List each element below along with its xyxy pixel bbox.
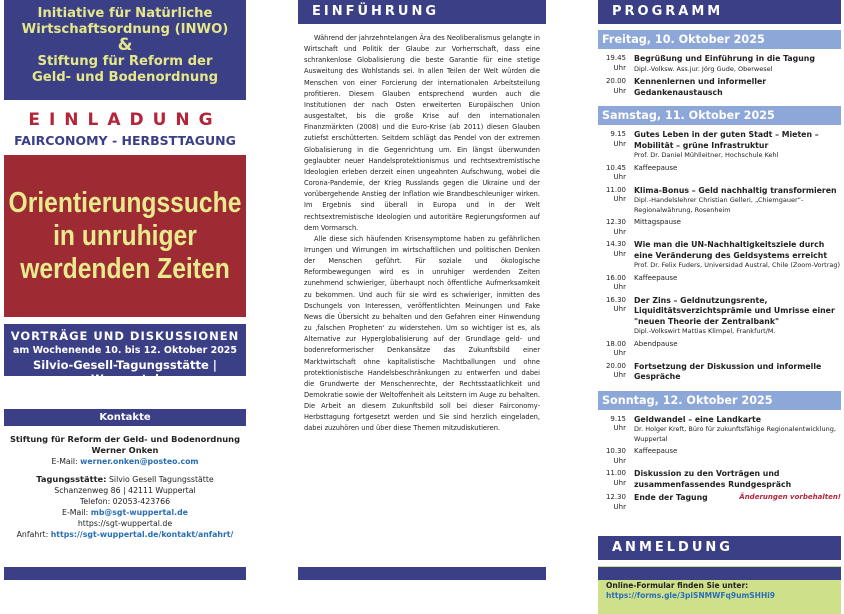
contact-email-label: E-Mail: bbox=[51, 457, 81, 466]
registration-link[interactable]: https://forms.gle/3piSNMWFq9umSHHi9 bbox=[606, 591, 776, 600]
event-title-box bbox=[4, 155, 246, 317]
schedule-item: 14.30 Uhr Wie man die UN-Nachhaltigkeitsziele durch eine Veränderung des Geldsystems erreicht Prof. Dr. Felix Fuders, Universidad Austral, Chile (Zoom-Vortrag) bbox=[605, 240, 841, 269]
schedule-item: 20.00 Uhr Kennenlernen und informeller Gedankenaustausch bbox=[605, 77, 767, 97]
vortraege-heading: VORTRÄGE UND DISKUSSIONEN bbox=[10, 329, 240, 343]
schedule-item: 12.30 Uhr Ende der Tagung Änderungen vorbehalten! bbox=[605, 493, 841, 511]
einladung-heading: EINLADUNG bbox=[28, 110, 222, 130]
day-header-saturday: Samstag, 11. Oktober 2025 bbox=[598, 106, 841, 125]
intro-paragraph-1: Während der jahrzehntelangen Ära des Neoliberalismus gelangte in Wirtschaft und Politik der Glaube zur Vorherrschaft, dass eine schrankenlose Globalisierung die beste Garantie für eine stetige Ausweitung des Wohlstands sei. In allen Teilen der Welt würden die Menschen von einer Forcierung der internationalen Arbeitsteilung profitieren. Diesem Glauben entsprechend wurden auch die Institutionen der nach Osten erweiterten Europäischen Union ausgestaltet, bis die große Krise auf den internationalen Finanzmärkten (2008) und die Euro-Krise (ab 2011) diesen Glauben zutiefst erschütterten. Seitdem schlägt das Pendel von der extremen Globalisierung in die Gegenrichtung um. Ein längst überwunden geglaubter neuer Handelsprotektionismus und rechtsextremistische Ideologien erleben derzeit einen ungeahnten Aufschwung, wobei die Corona-Pandemie, der Krieg Russlands gegen die Ukraine und der vorübergehende Anstieg der Inflation wie Brandbeschleuniger wirken. Im Ergebnis sind überall in Europa und in der Welt rechtsextremistische Ideologien und autoritäre Regierungsformen auf dem Vormarsch. bbox=[304, 33, 540, 232]
fairconomy-subheading: FAIRCONOMY - HERBSTTAGUNG bbox=[14, 133, 236, 148]
programm-heading: PROGRAMM bbox=[598, 0, 841, 24]
schedule-item: 11.00 Uhr Diskussion zu den Vorträgen und zusammenfassendes Rundgespräch bbox=[605, 469, 792, 489]
einfuehrung-text bbox=[298, 32, 546, 434]
venue-address: Schanzenweg 86 | 42111 Wuppertal bbox=[54, 486, 196, 495]
saturday-schedule bbox=[598, 130, 841, 383]
anmeldung-heading: ANMELDUNG bbox=[598, 536, 841, 560]
schedule-item: 19.45 Uhr Begrüßung und Einführung in die Tagung Dipl.-Volksw. Ass.jur. Jörg Gude, Oberwesel bbox=[605, 54, 815, 73]
left-footer-bar bbox=[4, 567, 246, 580]
event-dates: am Wochenende 10. bis 12. Oktober 2025 bbox=[12, 345, 238, 356]
event-info-box bbox=[4, 324, 246, 386]
right-footer-bar bbox=[598, 567, 841, 580]
ampersand: & bbox=[117, 35, 133, 55]
friday-schedule bbox=[598, 54, 841, 98]
org-line-2: Wirtschaftsordnung (INWO) bbox=[21, 21, 229, 37]
right-column bbox=[598, 0, 841, 600]
intro-paragraph-2: Alle diese sich häufenden Krisensymptome haben zu gefährlichen Irrungen und Wirrungen im wirtschaftlichen und politischen Denken der Menschen geführt. Für soziale und ökologische Reformbewegungen wird es in unruhiger werdenden Zeiten zunehmend schwieriger, überhaupt noch öffentliche Aufmerksamkeit zu bekommen. Und auch für sie wird es schwieriger, inmitten des Dschungels von Interessen, veröffentlichten Meinungen und Fake News die Übersicht zu behalten und den Gefahren einer Hinwendung zu ‚falschen Propheten‘ zu widerstehen. Um so wichtiger ist es, als Alternative zur Hyperglobalisierung auf der Grundlage geld- und bodenreformerischer Denkansätze das Zukunftsbild einer Marktwirtschaft ohne kapitalistische Machtballungen und ohne protektionistische Handelsbeschränkungen zu entwerfen und dabei die Grundwerte der Menschenrechte, der Rechtsstaatlichkeit und Demokratie sowie der Weltoffenheit als Leitstern im Auge zu behalten. Die Arbeit an diesem Zukunftsbild soll bei dieser Fairconomy-Herbsttagung fortgesetzt werden und Sie sind herzlich eingeladen, dabei zuzuhören und über diese Themen mitzudiskutieren. bbox=[304, 233, 540, 433]
day-header-sunday: Sonntag, 12. Oktober 2025 bbox=[598, 391, 841, 410]
schedule-item: 11.00 Uhr Klima-Bonus – Geld nachhaltig transformieren Dipl.-Handelslehrer Christian Gelleri, „Chiemgauer“-Regionalwährung, Rosenheim bbox=[605, 185, 837, 214]
anfahrt-label: Anfahrt: bbox=[16, 530, 51, 539]
venue-email-label: E-Mail: bbox=[62, 508, 91, 517]
day-header-friday: Freitag, 10. Oktober 2025 bbox=[598, 30, 841, 49]
schedule-item: 9.15 Uhr Geldwandel – eine Landkarte Dr. Holger Kreft, Büro für zukunftsfähige Regionalentwicklung, Wuppertal bbox=[610, 414, 836, 443]
schedule-item: 10.45 Uhr Kaffeepause bbox=[605, 163, 678, 181]
venue-label: Tagungsstätte: bbox=[36, 474, 107, 484]
org-line-3: Stiftung für Reform der bbox=[37, 54, 213, 69]
event-title-line-2: in unruhiger bbox=[53, 219, 197, 252]
middle-column bbox=[298, 0, 546, 583]
venue-name: Silvio Gesell Tagungsstätte bbox=[106, 475, 214, 484]
schedule-item: 16.00 Uhr Kaffeepause bbox=[605, 273, 678, 291]
contact-email-link[interactable]: werner.onken@posteo.com bbox=[80, 457, 199, 466]
einfuehrung-heading: EINFÜHRUNG bbox=[298, 0, 546, 24]
schedule-item: 10.30 Uhr Kaffeepause bbox=[605, 447, 678, 465]
schedule-item: 16.30 Uhr Der Zins – Geldnutzungsrente, Liquiditätsverzichtsprämie und Umrisse einer "neuen Theorie der Zentralbank" Dipl.-Volkswirt Mattias Klimpel, Frankfurt/M. bbox=[605, 295, 835, 335]
contact-info bbox=[4, 434, 246, 540]
venue-phone: Telefon: 02053-423766 bbox=[79, 497, 171, 506]
schedule-item: 20.00 Uhr Fortsetzung der Diskussion und informelle Gespräche bbox=[605, 361, 822, 381]
contact-foundation: Stiftung für Reform der Geld- und Bodenordnung bbox=[9, 434, 241, 444]
venue-email-link[interactable]: mb@sgt-wuppertal.de bbox=[90, 508, 188, 517]
venue-website[interactable]: https://sgt-wuppertal.de bbox=[77, 519, 173, 528]
schedule-item: 18.00 Uhr Abendpause bbox=[605, 339, 678, 357]
event-title-line-3: werdenden Zeiten bbox=[20, 252, 230, 285]
anfahrt-link[interactable]: https://sgt-wuppertal.de/kontakt/anfahrt/ bbox=[50, 530, 234, 539]
schedule-item: 9.15 Uhr Gutes Leben in der guten Stadt – Mieten – Mobilität – grüne Infrastruktur Prof. Dr. Daniel Mühlleitner, Hochschule Kehl bbox=[610, 130, 819, 159]
middle-footer-bar bbox=[298, 567, 546, 580]
event-venue: Silvio-Gesell-Tagungsstätte | Wuppertal bbox=[32, 358, 218, 386]
changes-reserved-note: Änderungen vorbehalten! bbox=[739, 493, 841, 501]
organizer-box bbox=[4, 0, 246, 100]
org-line-1: Initiative für Natürliche bbox=[37, 6, 213, 21]
event-title-line-1: Orientierungssuche bbox=[8, 186, 242, 219]
kontakte-heading: Kontakte bbox=[4, 409, 246, 426]
registration-text: Online-Formular finden Sie unter: bbox=[606, 580, 749, 590]
left-column bbox=[4, 0, 246, 583]
sunday-schedule bbox=[598, 415, 841, 513]
contact-person: Werner Onken bbox=[91, 445, 159, 455]
schedule-item: 12.30 Uhr Mittagspause bbox=[605, 218, 681, 236]
org-line-4: Geld- und Bodenordnung bbox=[31, 69, 219, 85]
